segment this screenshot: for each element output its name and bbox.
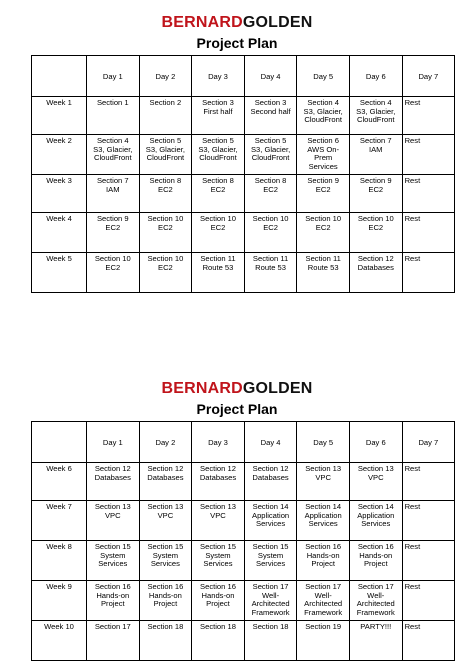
schedule-cell: Section 13 VPC	[192, 501, 245, 541]
week-label-cell: Week 9	[32, 581, 87, 621]
schedule-cell: Section 12 Databases	[192, 463, 245, 501]
schedule-cell: Section 2	[139, 97, 192, 135]
week-label-cell: Week 4	[32, 213, 87, 253]
table-row	[32, 97, 455, 135]
schedule-cell: Section 1	[87, 97, 140, 135]
day-header-cell: Day 7	[402, 56, 455, 97]
schedule-cell: Section 6 AWS On- Prem Services	[297, 135, 350, 175]
schedule-cell: Section 14 Application Services	[297, 501, 350, 541]
schedule-cell: Section 10 EC2	[139, 213, 192, 253]
schedule-cell: Section 12 Databases	[244, 463, 297, 501]
day-header-cell: Day 4	[244, 422, 297, 463]
schedule-cell: Section 7 IAM	[349, 135, 402, 175]
schedule-cell: Section 10 EC2	[244, 213, 297, 253]
schedule-cell: Section 16 Hands-on Project	[297, 541, 350, 581]
schedule-cell: Section 10 EC2	[349, 213, 402, 253]
schedule-cell: Section 11 Route 53	[192, 253, 245, 293]
week-label-cell: Week 8	[32, 541, 87, 581]
rest-cell: Rest	[402, 97, 455, 135]
schedule-cell: Section 15 System Services	[139, 541, 192, 581]
schedule-cell: Section 13 VPC	[349, 463, 402, 501]
schedule-cell: Section 17 Well- Architected Framework	[349, 581, 402, 621]
day-header-cell: Day 3	[192, 56, 245, 97]
table-row	[32, 253, 455, 293]
schedule-cell: Section 17 Well- Architected Framework	[244, 581, 297, 621]
day-header-cell: Day 6	[349, 56, 402, 97]
plan-section-2	[0, 380, 474, 418]
schedule-cell: Section 7 IAM	[87, 175, 140, 213]
day-header-cell: Day 6	[349, 422, 402, 463]
project-plan-table-1	[31, 55, 455, 293]
table-row	[32, 135, 455, 175]
week-label-cell: Week 5	[32, 253, 87, 293]
table-row	[32, 463, 455, 501]
schedule-cell: Section 15 System Services	[192, 541, 245, 581]
corner-cell	[32, 56, 87, 97]
week-label-cell: Week 2	[32, 135, 87, 175]
schedule-cell: Section 18	[244, 621, 297, 661]
schedule-cell: Section 4 S3, Glacier, CloudFront	[297, 97, 350, 135]
schedule-cell: Section 14 Application Services	[349, 501, 402, 541]
rest-cell: Rest	[402, 581, 455, 621]
week-label-cell: Week 6	[32, 463, 87, 501]
table-row	[32, 501, 455, 541]
project-plan-table-2	[31, 421, 455, 661]
schedule-cell: Section 10 EC2	[297, 213, 350, 253]
schedule-cell: Section 11 Route 53	[297, 253, 350, 293]
schedule-cell: Section 10 EC2	[139, 253, 192, 293]
schedule-cell: Section 18	[139, 621, 192, 661]
day-header-cell: Day 1	[87, 56, 140, 97]
corner-cell	[32, 422, 87, 463]
schedule-cell: Section 17 Well- Architected Framework	[297, 581, 350, 621]
day-header-cell: Day 5	[297, 56, 350, 97]
table-row	[32, 213, 455, 253]
schedule-cell: Section 13 VPC	[87, 501, 140, 541]
table-row	[32, 541, 455, 581]
page-title: Project Plan	[196, 35, 278, 51]
rest-cell: Rest	[402, 621, 455, 661]
schedule-cell: Section 13 VPC	[297, 463, 350, 501]
day-header-cell: Day 4	[244, 56, 297, 97]
schedule-cell: Section 5 S3, Glacier, CloudFront	[192, 135, 245, 175]
brand-logo	[0, 380, 474, 398]
page-title: Project Plan	[196, 401, 278, 417]
schedule-cell: Section 15 System Services	[87, 541, 140, 581]
week-label-cell: Week 10	[32, 621, 87, 661]
schedule-cell: Section 16 Hands-on Project	[87, 581, 140, 621]
schedule-cell: Section 8 EC2	[244, 175, 297, 213]
schedule-cell: Section 9 EC2	[349, 175, 402, 213]
week-label-cell: Week 7	[32, 501, 87, 541]
schedule-cell: Section 17	[87, 621, 140, 661]
table-row	[32, 621, 455, 661]
brand-part-1: BERNARD	[161, 14, 243, 31]
schedule-cell: Section 12 Databases	[87, 463, 140, 501]
plan-section-1	[0, 14, 474, 52]
schedule-cell: Section 4 S3, Glacier, CloudFront	[349, 97, 402, 135]
schedule-cell: Section 12 Databases	[349, 253, 402, 293]
table-row	[32, 175, 455, 213]
schedule-cell: Section 9 EC2	[297, 175, 350, 213]
day-header-cell: Day 2	[139, 56, 192, 97]
week-label-cell: Week 3	[32, 175, 87, 213]
schedule-cell: Section 5 S3, Glacier, CloudFront	[244, 135, 297, 175]
rest-cell: Rest	[402, 253, 455, 293]
schedule-cell: Section 16 Hands-on Project	[139, 581, 192, 621]
rest-cell: Rest	[402, 135, 455, 175]
day-header-row	[32, 56, 455, 97]
rest-cell: Rest	[402, 463, 455, 501]
schedule-cell: Section 3 First half	[192, 97, 245, 135]
schedule-cell: Section 3 Second half	[244, 97, 297, 135]
brand-part-1: BERNARD	[161, 380, 243, 397]
day-header-row	[32, 422, 455, 463]
day-header-cell: Day 1	[87, 422, 140, 463]
schedule-cell: Section 14 Application Services	[244, 501, 297, 541]
schedule-cell: Section 8 EC2	[192, 175, 245, 213]
schedule-cell: Section 19	[297, 621, 350, 661]
schedule-cell: Section 13 VPC	[139, 501, 192, 541]
day-header-cell: Day 7	[402, 422, 455, 463]
schedule-cell: Section 18	[192, 621, 245, 661]
rest-cell: Rest	[402, 175, 455, 213]
day-header-cell: Day 5	[297, 422, 350, 463]
day-header-cell: Day 2	[139, 422, 192, 463]
table-row	[32, 581, 455, 621]
day-header-cell: Day 3	[192, 422, 245, 463]
schedule-cell: Section 8 EC2	[139, 175, 192, 213]
schedule-cell: PARTY!!!	[349, 621, 402, 661]
rest-cell: Rest	[402, 541, 455, 581]
schedule-cell: Section 4 S3, Glacier, CloudFront	[87, 135, 140, 175]
brand-logo	[0, 14, 474, 32]
schedule-cell: Section 9 EC2	[87, 213, 140, 253]
schedule-cell: Section 15 System Services	[244, 541, 297, 581]
brand-part-2: GOLDEN	[242, 14, 313, 31]
rest-cell: Rest	[402, 501, 455, 541]
brand-part-2: GOLDEN	[242, 380, 313, 397]
schedule-cell: Section 16 Hands-on Project	[192, 581, 245, 621]
week-label-cell: Week 1	[32, 97, 87, 135]
schedule-cell: Section 10 EC2	[192, 213, 245, 253]
schedule-cell: Section 10 EC2	[87, 253, 140, 293]
schedule-cell: Section 12 Databases	[139, 463, 192, 501]
rest-cell: Rest	[402, 213, 455, 253]
schedule-cell: Section 16 Hands-on Project	[349, 541, 402, 581]
schedule-cell: Section 5 S3, Glacier, CloudFront	[139, 135, 192, 175]
schedule-cell: Section 11 Route 53	[244, 253, 297, 293]
